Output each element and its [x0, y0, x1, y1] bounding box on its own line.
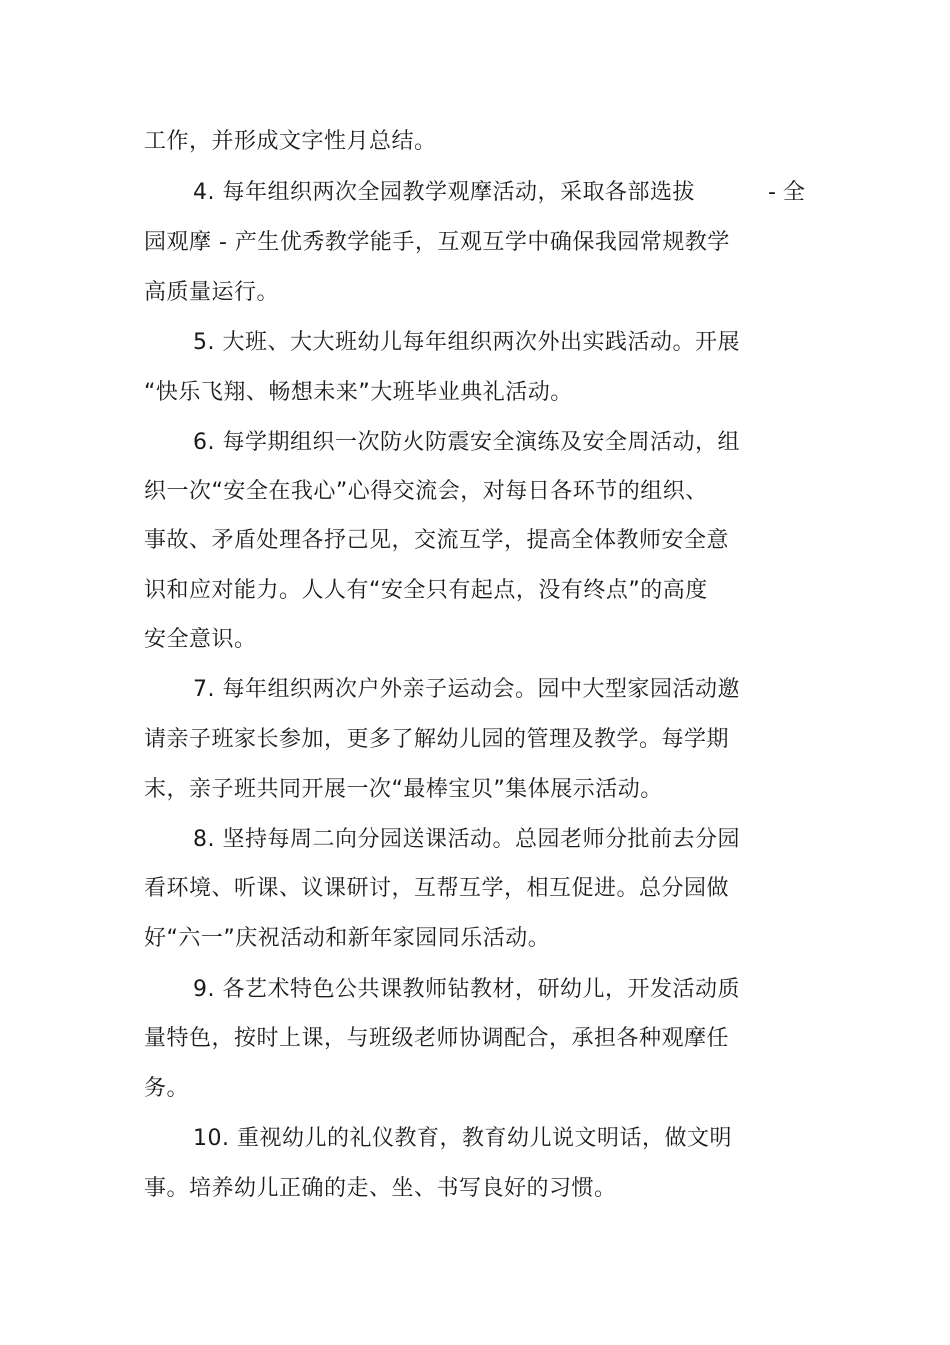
continuation-line-1: 工作，并形成文字性月总结。: [144, 129, 437, 154]
item-6-line-4: 识和应对能力。人人有“安全只有起点，没有终点”的高度: [144, 578, 708, 603]
item-8-line-1: 8. 坚持每周二向分园送课活动。总园老师分批前去分园: [193, 827, 740, 852]
item-7-line-1: 7. 每年组织两次户外亲子运动会。园中大型家园活动邀: [193, 677, 740, 702]
item-6-line-1: 6. 每学期组织一次防火防震安全演练及安全周活动，组: [193, 430, 740, 455]
item-4-line-2: 园观摩 - 产生优秀教学能手，互观互学中确保我园常规教学: [144, 230, 730, 255]
item-4-line-1: 4. 每年组织两次全园教学观摩活动，采取各部选拔: [193, 180, 695, 205]
item-6-line-3: 事故、矛盾处理各抒己见，交流互学，提高全体教师安全意: [144, 528, 730, 553]
item-7-line-3: 末，亲子班共同开展一次“最棒宝贝”集体展示活动。: [144, 777, 663, 802]
item-10-line-2: 事。培养幼儿正确的走、坐、书写良好的习惯。: [144, 1176, 617, 1201]
item-6-line-5: 安全意识。: [144, 627, 257, 652]
item-7-line-2: 请亲子班家长参加，更多了解幼儿园的管理及教学。每学期: [144, 727, 730, 752]
item-6-line-2: 织一次“安全在我心”心得交流会，对每日各环节的组织、: [144, 479, 708, 504]
item-5-line-2: “快乐飞翔、畅想未来”大班毕业典礼活动。: [144, 380, 573, 405]
item-9-line-3: 务。: [144, 1076, 190, 1101]
item-9-line-1: 9. 各艺术特色公共课教师钻教材，研幼儿，开发活动质: [193, 977, 740, 1002]
item-5-line-1: 5. 大班、大大班幼儿每年组织两次外出实践活动。开展: [193, 330, 740, 355]
item-10-line-1: 10. 重视幼儿的礼仪教育，教育幼儿说文明话，做文明: [193, 1126, 732, 1151]
item-4-line-3: 高质量运行。: [144, 280, 280, 305]
item-8-line-3: 好“六一”庆祝活动和新年家园同乐活动。: [144, 926, 551, 951]
item-4-line-1-tail: - 全: [768, 180, 805, 205]
item-8-line-2: 看环境、听课、议课研讨，互帮互学，相互促进。总分园做: [144, 876, 730, 901]
item-9-line-2: 量特色，按时上课，与班级老师协调配合，承担各种观摩任: [144, 1026, 730, 1051]
